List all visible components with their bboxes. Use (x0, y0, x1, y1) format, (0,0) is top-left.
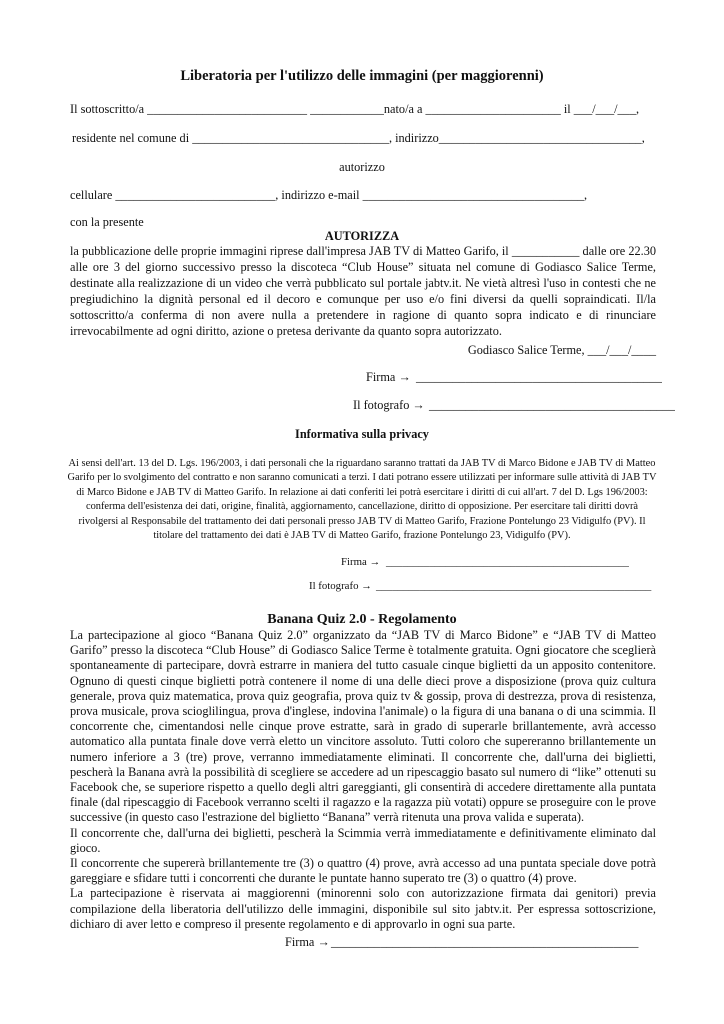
release-firma-line: ________________________________________ (416, 370, 662, 384)
release-fotografo-label: Il fotografo → (353, 398, 425, 412)
release-fotografo-line: ________________________________________ (429, 398, 675, 412)
rules-firma-line: __________________________________________________ (331, 935, 639, 949)
autorizzo-label: autorizzo (339, 160, 385, 174)
contact-line: cellulare __________________________, indirizzo e-mail ____________________________________, (70, 188, 588, 202)
privacy-firma-label: Firma → (341, 556, 381, 568)
privacy-title: Informativa sulla privacy (295, 427, 429, 441)
release-paragraph: la pubblicazione delle proprie immagini riprese dall'impresa JAB TV di Matteo Garifo, il ___________ dalle ore 22.30 alle ore 3 del giorno successivo presso la discoteca “Club House” situata nel comune di Godiasco Salice Terme, destinate alla realizzazione di un video che verrà pubblicato sul portale jabtv.it. Ne vietà altresì l'uso in contesti che ne pregiudichino la dignità personal ed il decoro e comunque per uso e/o fini diversi da quelli sopraindicati. Il/la sottoscritto/a conferma di non avere nulla a pretendere in ragione di quanto sopra indicato e di rinunciare irrevocabilmente ad ogni diritto, azione o pretesa derivante da quanto sopra autorizzato. (70, 244, 656, 338)
rules-paragraph: Il concorrente che supererà brillantemente tre (3) o quattro (4) prove, avrà accesso ad una puntata speciale dove potrà gareggiare e sfidare tutti i concorrenti che durante le puntate hanno superato tre (3) o quattro (4) prove. (70, 856, 656, 886)
rules-paragraph: La partecipazione è riservata ai maggiorenni (minorenni solo con autorizzazione firmata dai genitori) previa compilazione della liberatoria dell'utilizzo delle immagini, disponibile sul sito jabtv.it. Per espressa sottoscrizione, dichiaro di aver letto e compreso il presente regolamento e di approvarlo in ogni sua parte. (70, 886, 656, 931)
place-date-line: Godiasco Salice Terme, ___/___/____ (467, 343, 656, 357)
autorizza-heading: AUTORIZZA (324, 229, 400, 243)
con-la-presente: con la presente (70, 215, 144, 229)
rules-body (70, 628, 656, 932)
release-title: Liberatoria per l'utilizzo delle immagini (per maggiorenni) (180, 68, 544, 84)
rules-paragraph: Il concorrente che, dall'urna dei biglietti, pescherà la Scimmia verrà immediatamente e definitivamente eliminato dal gioco. (70, 825, 656, 855)
release-firma-label: Firma → (366, 370, 411, 384)
privacy-firma-line: _____________________________________________ (386, 556, 629, 568)
personal-data-line: Il sottoscritto/a __________________________ ____________nato/a a ______________________ il ___/___/___, (70, 102, 640, 116)
privacy-fotografo-label: Il fotografo → (309, 580, 372, 592)
privacy-fotografo-line: ___________________________________________________ (376, 580, 652, 592)
rules-title: Banana Quiz 2.0 - Regolamento (267, 612, 457, 627)
residence-line: residente nel comune di ________________________________, indirizzo_________________________________, (72, 131, 645, 145)
privacy-text: Ai sensi dell'art. 13 del D. Lgs. 196/2003, i dati personali che la riguardano saranno trattati da JAB TV di Marco Bidone e JAB TV di Matteo Garifo per lo svolgimento del contratto e non saranno comunicati a terzi. I dati potrano essere utilizzati per informare sulle attività di JAB TV di Marco Bidone e JAB TV di Matteo Garifo. In relazione ai dati conferiti lei potrà esercitare i diritti di cui all'art. 7 del D. Lgs 196/2003: conferma dell'esistenza dei dati, origine, finalità, aggiornamento, cancellazione, diritto di opposizione. Per esercitare tali diritti dovrà rivolgersi al Responsabile del trattamento dei dati personali presso JAB TV di Matteo Garifo, Frazione Pontelungo 23 Vidigulfo (PV). Il titolare del trattamento dei dati è JAB TV di Matteo Garifo, frazione Pontelungo 23, Vidigulfo (PV). (67, 458, 657, 542)
rules-firma-label: Firma → (285, 935, 330, 949)
rules-paragraph: La partecipazione al gioco “Banana Quiz 2.0” organizzato da “JAB TV di Marco Bidone” e “JAB TV di Matteo Garifo” presso la discoteca “Club House” di Godiasco Salice Terme è totalmente gratuita. Ogni giocatore che sceglierà spontaneamente di partecipare, dovrà estrarre in maniera del tutto casuale cinque biglietti da un apposito contenitore. Ognuno di questi cinque biglietti potrà contenere il nome di una delle dieci prove a disposizione (prova quiz cultura generale, prova quiz matematica, prova quiz geografia, prova quiz tv & gossip, prova di destrezza, prova di resistenza, prova musicale, prova scioglilingua, prova d'inglese, indovina l'animale) o la figura di una banana o di una scimmia. Il concorrente che, cimentandosi nelle cinque prove estratte, sarà in grado di superarle brillantemente, avrà accesso automatico alla puntata finale dove verrà eletto un vincitore assoluto. Tutti coloro che supereranno brillantemente un numero inferiore a 3 (tre) prove, verranno immediatamente eliminati. Il concorrente che, dall'urna dei biglietti, pescherà la Banana avrà la possibilità di scegliere se accedere ad un ripescaggio basato sul numero di “like” ottenuti su Facebook che, se superiore rispetto a quello degli altri gareggianti, gli consentirà di accedere direttamente alla puntata finale (dal ripescaggio di Facebook verranno scelti il ragazzo e la ragazza più votati) oppure se proseguire con le prove successive (in questo caso l'estrazione del biglietto “Banana” verrà ritenuta una prova valida e superata). (70, 628, 656, 825)
